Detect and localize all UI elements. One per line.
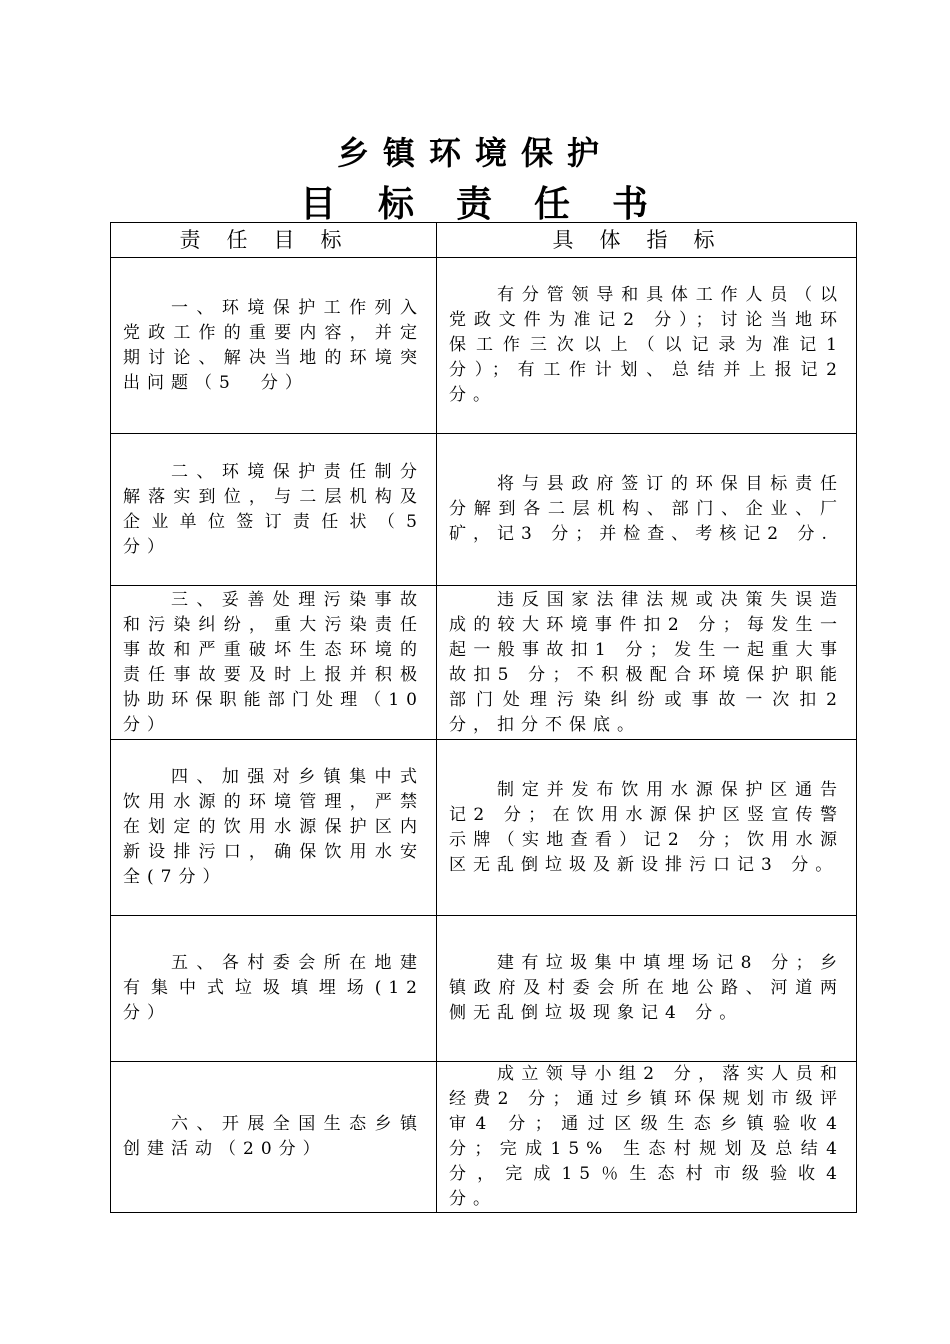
indicator-text: 制定并发布饮用水源保护区通告记2 分；在饮用水源保护区竖宣传警示牌（实地查看）记2 分；饮用水源区无乱倒垃圾及新设排污口记3 分。	[449, 779, 844, 875]
target-cell	[111, 434, 448, 586]
indicator-cell	[437, 434, 857, 586]
target-cell	[111, 740, 437, 916]
responsibility-table	[110, 222, 857, 1213]
target-text: 五、各村委会所在地建有集中式垃圾填埋场(12 分）	[123, 953, 448, 1023]
header-responsibility-target: 责任目标	[111, 223, 437, 258]
target-cell	[111, 258, 437, 434]
table-row	[111, 740, 857, 916]
indicator-text: 建有垃圾集中填埋场记8 分；乡镇政府及村委会所在地公路、河道两侧无乱倒垃圾现象记4 分。	[449, 953, 844, 1023]
target-text: 六、开展全国生态乡镇创建活动（20分）	[123, 1114, 424, 1159]
table-row	[111, 916, 857, 1062]
target-text: 四、加强对乡镇集中式饮用水源的环境管理，严禁在划定的饮用水源保护区内新设排污口，确保饮用水安全(7分）	[123, 767, 424, 887]
target-text: 二、环境保护责任制分解落实到位，与二层机构及企业单位签订责任状（5 分）	[123, 461, 448, 557]
indicator-cell	[437, 1062, 857, 1213]
table-row	[111, 586, 857, 740]
indicator-cell	[437, 586, 857, 740]
header-specific-indicator: 具体指标	[437, 223, 857, 258]
document-title-line1: 乡镇环境保护	[336, 134, 613, 172]
table-row	[111, 434, 857, 586]
indicator-text: 违反国家法律法规或决策失误造成的较大环境事件扣2 分；每发生一起一般事故扣1 分；发生一起重大事故扣5 分；不积极配合环境保护职能部门处理污染纠纷或事故一次扣2 分，扣分不保底。	[449, 589, 844, 735]
indicator-cell	[437, 258, 857, 434]
target-text: 三、妥善处理污染事故和污染纠纷，重大污染责任事故和严重破坏生态环境的责任事故要及时上报并积极协助环保职能部门处理（10 分）	[123, 589, 448, 735]
indicator-cell	[437, 916, 857, 1062]
target-cell	[111, 1062, 437, 1213]
table-row	[111, 258, 857, 434]
target-text: 一、环境保护工作列入党政工作的重要内容，并定期讨论、解决当地的环境突出问题（5 分）	[123, 297, 424, 393]
indicator-text: 成立领导小组2 分，落实人员和经费2 分；通过乡镇环保规划市级评审4 分；通过区级生态乡镇验收4 分；完成15% 生态村规划及总结4 分，完成15％生态村市级验收4 分。	[449, 1064, 844, 1209]
target-cell	[111, 586, 448, 740]
indicator-cell	[437, 740, 857, 916]
target-cell	[111, 916, 448, 1062]
table-header-row	[111, 223, 857, 258]
document-title-line2: 目标责任书	[299, 184, 690, 225]
indicator-text: 将与县政府签订的环保目标责任分解到各二层机构、部门、企业、厂矿，记3 分；并检查、考核记2 分.	[449, 474, 844, 544]
indicator-text: 有分管领导和具体工作人员（以党政文件为准记2 分）；讨论当地环保工作三次以上（以记录为准记1 分）；有工作计划、总结并上报记2 分。	[449, 285, 844, 405]
table-row	[111, 1062, 857, 1213]
